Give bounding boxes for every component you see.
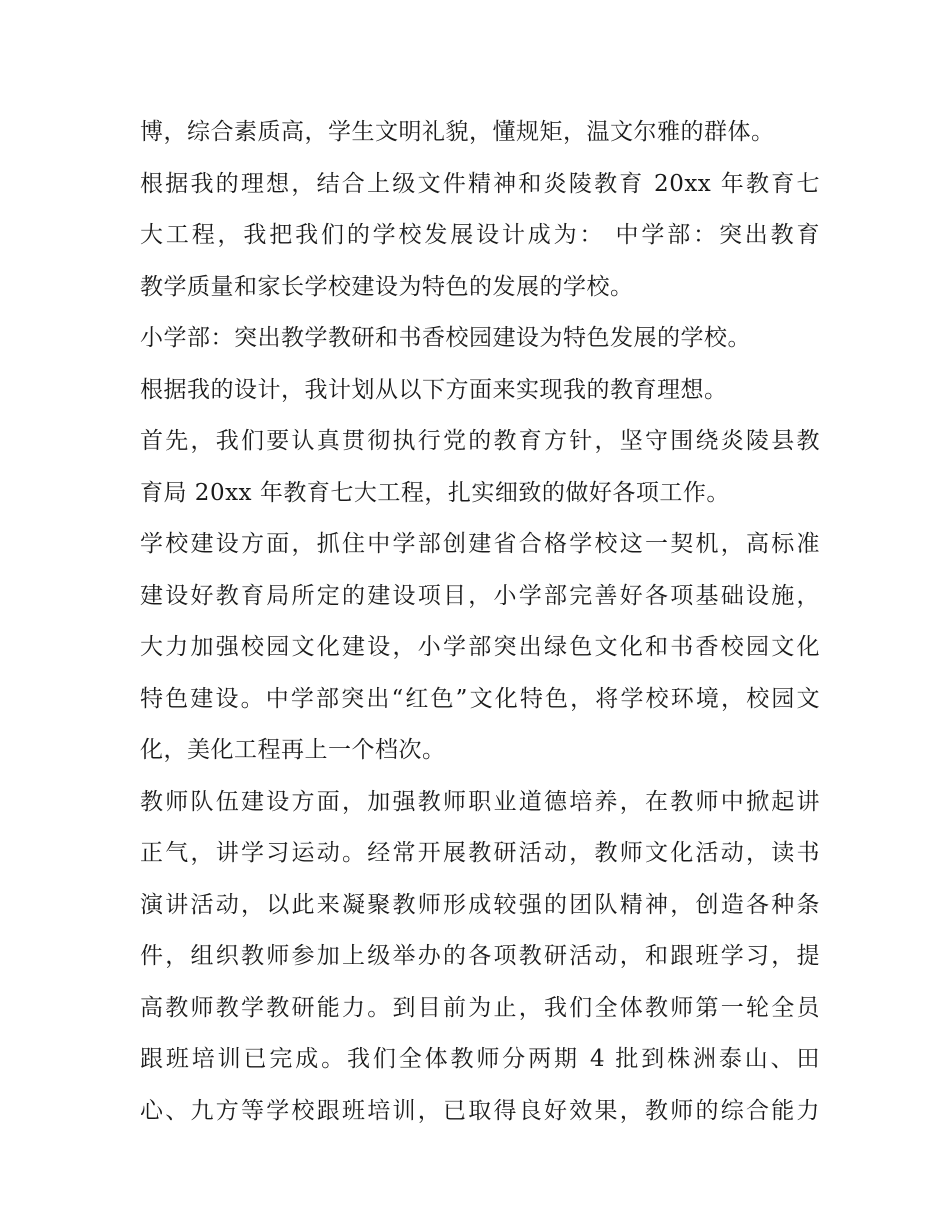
text-line-16: 演讲活动，以此来凝聚教师形成较强的团队精神，创造各种条: [140, 891, 820, 918]
text-line-11: 大力加强校园文化建设，小学部突出绿色文化和书香校园文化: [140, 634, 820, 660]
text-line-18: 高教师教学教研能力。到目前为止，我们全体教师第一轮全员: [140, 994, 820, 1021]
text-line-3: 大工程，我把我们的学校发展设计成为： 中学部：突出教育: [140, 222, 820, 248]
text-line-10: 建设好教育局所定的建设项目，小学部完善好各项基础设施，: [140, 582, 820, 609]
text-line-20: 心、九方等学校跟班培训，已取得良好效果，教师的综合能力: [140, 1097, 820, 1124]
text-line-8: 育局 20xx 年教育七大工程，扎实细致的做好各项工作。: [140, 479, 730, 506]
text-line-7: 首先，我们要认真贯彻执行党的教育方针，坚守围绕炎陵县教: [140, 428, 820, 454]
text-line-4: 教学质量和家长学校建设为特色的发展的学校。: [140, 273, 634, 300]
document-body: [140, 107, 820, 1137]
text-line-2: 根据我的理想，结合上级文件精神和炎陵教育 20xx 年教育七: [140, 170, 820, 197]
text-line-12: 特色建设。中学部突出“红色”文化特色，将学校环境，校园文: [140, 685, 820, 712]
text-line-6: 根据我的设计，我计划从以下方面来实现我的教育理想。: [140, 376, 728, 403]
text-line-9: 学校建设方面，抓住中学部创建省合格学校这一契机，高标准: [140, 531, 820, 557]
text-line-1: 博，综合素质高，学生文明礼貌，懂规矩，温文尔雅的群体。: [140, 119, 775, 145]
text-line-15: 正气，讲学习运动。经常开展教研活动，教师文化活动，读书: [140, 840, 820, 866]
text-line-19: 跟班培训已完成。我们全体教师分两期 4 批到株洲泰山、田: [140, 1046, 820, 1072]
text-line-5: 小学部：突出教学教研和书香校园建设为特色发展的学校。: [140, 325, 751, 351]
text-line-14: 教师队伍建设方面，加强教师职业道德培养，在教师中掀起讲: [140, 788, 820, 815]
text-line-13: 化，美化工程再上一个档次。: [140, 737, 446, 763]
text-line-17: 件，组织教师参加上级举办的各项教研活动，和跟班学习，提: [140, 943, 820, 969]
